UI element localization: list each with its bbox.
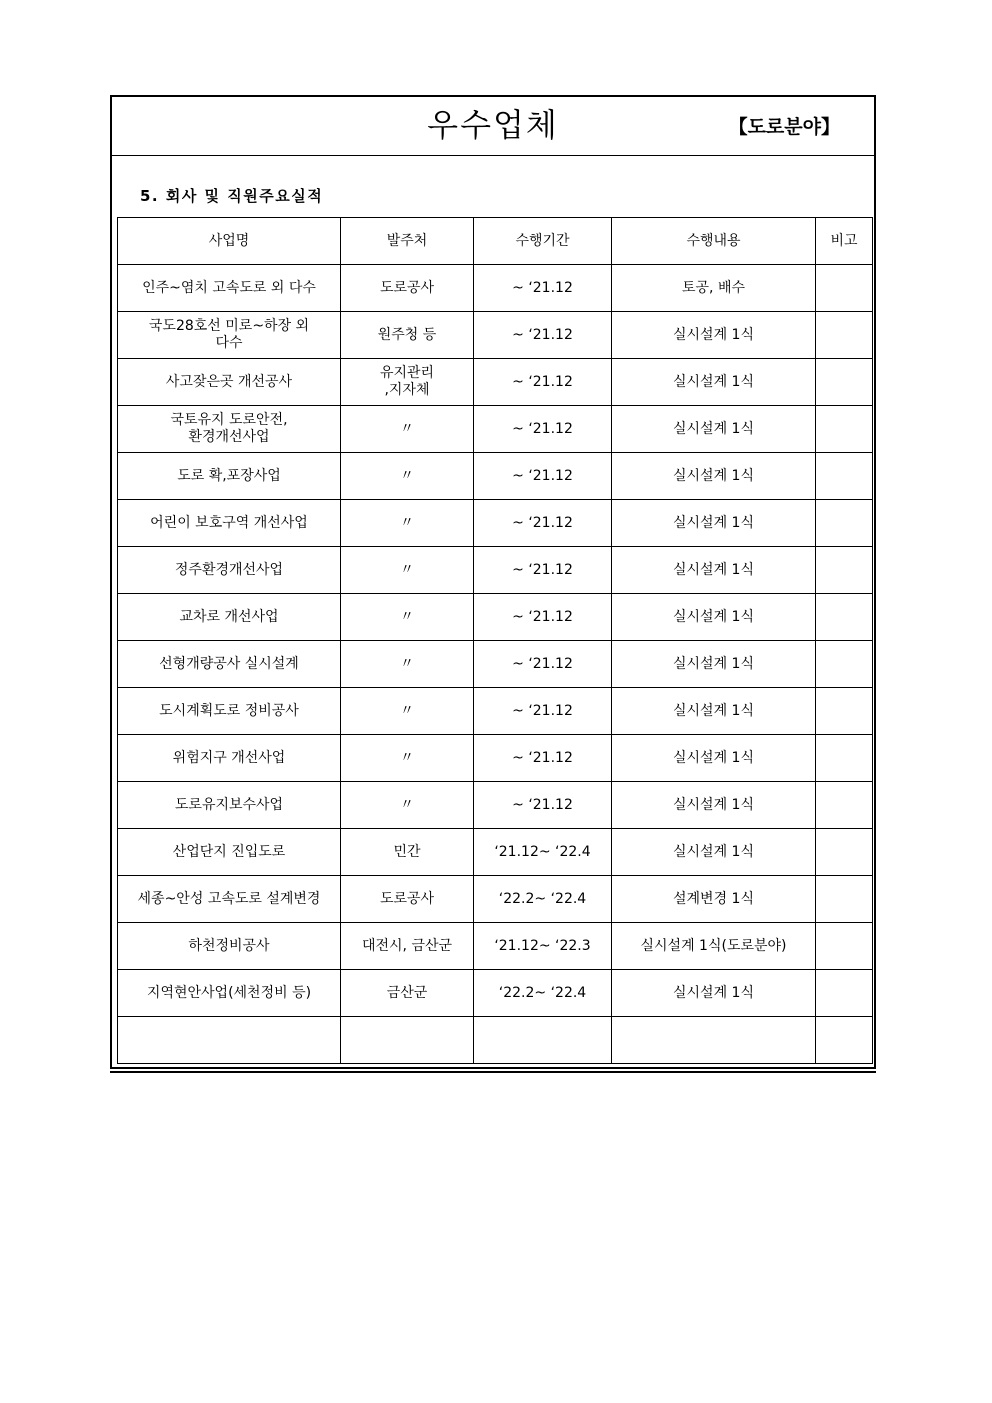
- cell-content: 실시설계 1식: [612, 312, 816, 359]
- cell-content: 설계변경 1식: [612, 876, 816, 923]
- table-row: [118, 500, 873, 547]
- cell-project-name: 정주환경개선사업: [118, 547, 341, 594]
- cell-project-name: 사고잦은곳 개선공사: [118, 359, 341, 406]
- cell-period: ~ ‘21.12: [474, 453, 612, 500]
- cell-client: 〃: [341, 594, 474, 641]
- table-row: [118, 641, 873, 688]
- cell-project-name: 국토유지 도로안전, 환경개선사업: [118, 406, 341, 453]
- cell-project-name: [118, 1017, 341, 1064]
- cell-client: 금산군: [341, 970, 474, 1017]
- cell-content: 실시설계 1식: [612, 500, 816, 547]
- table-row: [118, 688, 873, 735]
- cell-project-name: 어린이 보호구역 개선사업: [118, 500, 341, 547]
- table-row: [118, 923, 873, 970]
- section-title: 5. 회사 및 직원주요실적: [140, 187, 324, 205]
- table-row: [118, 735, 873, 782]
- cell-note: [816, 923, 873, 970]
- cell-content: 실시설계 1식: [612, 735, 816, 782]
- cell-note: [816, 641, 873, 688]
- cell-content: 실시설계 1식: [612, 359, 816, 406]
- cell-client: 〃: [341, 782, 474, 829]
- cell-period: ~ ‘21.12: [474, 641, 612, 688]
- table-header-row: [118, 218, 873, 265]
- cell-note: [816, 829, 873, 876]
- column-header-note: 비고: [816, 218, 873, 265]
- cell-client: 유지관리 ,지자체: [341, 359, 474, 406]
- cell-period: ‘22.2~ ‘22.4: [474, 876, 612, 923]
- cell-client: 〃: [341, 688, 474, 735]
- table-row-empty: [118, 1017, 873, 1064]
- cell-client: 〃: [341, 500, 474, 547]
- cell-project-name: 위험지구 개선사업: [118, 735, 341, 782]
- cell-project-name: 국도28호선 미로~하장 외 다수: [118, 312, 341, 359]
- document-frame: [110, 95, 876, 1069]
- column-header-client: 발주처: [341, 218, 474, 265]
- cell-client: 〃: [341, 735, 474, 782]
- cell-period: ~ ‘21.12: [474, 359, 612, 406]
- table-row: [118, 970, 873, 1017]
- cell-content: 실시설계 1식(도로분야): [612, 923, 816, 970]
- cell-project-name: 인주~염치 고속도로 외 다수: [118, 265, 341, 312]
- table-row: [118, 829, 873, 876]
- cell-content: 실시설계 1식: [612, 547, 816, 594]
- cell-note: [816, 453, 873, 500]
- table-row: [118, 453, 873, 500]
- cell-client: [341, 1017, 474, 1064]
- cell-project-name: 지역현안사업(세천정비 등): [118, 970, 341, 1017]
- column-header-period: 수행기간: [474, 218, 612, 265]
- cell-note: [816, 265, 873, 312]
- column-header-content: 수행내용: [612, 218, 816, 265]
- cell-note: [816, 688, 873, 735]
- cell-period: ~ ‘21.12: [474, 312, 612, 359]
- cell-note: [816, 359, 873, 406]
- cell-client: 도로공사: [341, 876, 474, 923]
- cell-content: 실시설계 1식: [612, 829, 816, 876]
- cell-content: [612, 1017, 816, 1064]
- cell-client: 〃: [341, 547, 474, 594]
- cell-project-name: 도로유지보수사업: [118, 782, 341, 829]
- cell-content: 실시설계 1식: [612, 970, 816, 1017]
- cell-note: [816, 312, 873, 359]
- cell-project-name: 선형개량공사 실시설계: [118, 641, 341, 688]
- cell-period: ~ ‘21.12: [474, 782, 612, 829]
- cell-client: 원주청 등: [341, 312, 474, 359]
- cell-note: [816, 406, 873, 453]
- cell-client: 도로공사: [341, 265, 474, 312]
- cell-period: ‘21.12~ ‘22.3: [474, 923, 612, 970]
- cell-content: 실시설계 1식: [612, 782, 816, 829]
- cell-content: 실시설계 1식: [612, 688, 816, 735]
- cell-note: [816, 876, 873, 923]
- cell-note: [816, 782, 873, 829]
- cell-note: [816, 594, 873, 641]
- cell-period: ‘21.12~ ‘22.4: [474, 829, 612, 876]
- cell-content: 실시설계 1식: [612, 594, 816, 641]
- cell-content: 실시설계 1식: [612, 406, 816, 453]
- cell-note: [816, 500, 873, 547]
- cell-project-name: 도로 확,포장사업: [118, 453, 341, 500]
- cell-note: [816, 547, 873, 594]
- cell-note: [816, 735, 873, 782]
- table-row: [118, 359, 873, 406]
- table-row: [118, 406, 873, 453]
- cell-client: 〃: [341, 641, 474, 688]
- cell-project-name: 산업단지 진입도로: [118, 829, 341, 876]
- cell-client: 〃: [341, 453, 474, 500]
- table-body: [118, 265, 873, 1064]
- cell-period: ~ ‘21.12: [474, 594, 612, 641]
- table-row: [118, 782, 873, 829]
- cell-content: 실시설계 1식: [612, 641, 816, 688]
- cell-period: ~ ‘21.12: [474, 500, 612, 547]
- cell-client: 〃: [341, 406, 474, 453]
- cell-period: ~ ‘21.12: [474, 265, 612, 312]
- cell-note: [816, 970, 873, 1017]
- cell-period: ~ ‘21.12: [474, 735, 612, 782]
- table-row: [118, 547, 873, 594]
- cell-period: [474, 1017, 612, 1064]
- cell-project-name: 세종~안성 고속도로 설계변경: [118, 876, 341, 923]
- cell-content: 토공, 배수: [612, 265, 816, 312]
- document-header: [112, 97, 874, 156]
- cell-note: [816, 1017, 873, 1064]
- table-row: [118, 312, 873, 359]
- cell-client: 대전시, 금산군: [341, 923, 474, 970]
- records-table: [117, 217, 873, 1064]
- document-title: 우수업체: [427, 106, 559, 144]
- cell-content: 실시설계 1식: [612, 453, 816, 500]
- column-header-name: 사업명: [118, 218, 341, 265]
- cell-period: ‘22.2~ ‘22.4: [474, 970, 612, 1017]
- cell-project-name: 도시계획도로 정비공사: [118, 688, 341, 735]
- cell-project-name: 교차로 개선사업: [118, 594, 341, 641]
- cell-period: ~ ‘21.12: [474, 406, 612, 453]
- cell-period: ~ ‘21.12: [474, 688, 612, 735]
- cell-period: ~ ‘21.12: [474, 547, 612, 594]
- table-row: [118, 594, 873, 641]
- table-row: [118, 876, 873, 923]
- cell-project-name: 하천정비공사: [118, 923, 341, 970]
- category-label: 【도로분야】: [728, 116, 840, 138]
- cell-client: 민간: [341, 829, 474, 876]
- table-row: [118, 265, 873, 312]
